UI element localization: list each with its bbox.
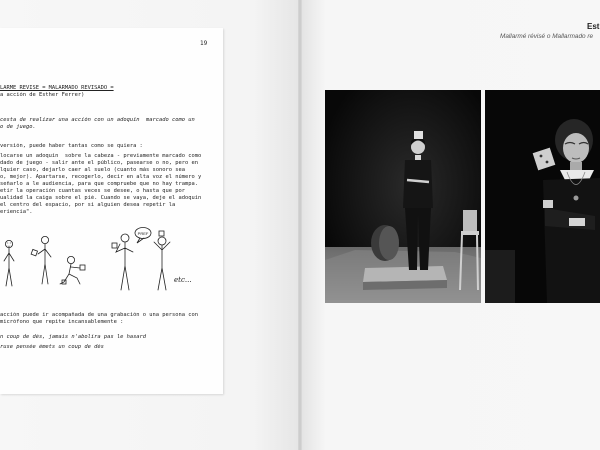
typescript-page-number: 19 (200, 40, 208, 47)
photo-performer-standing (325, 90, 481, 303)
typescript-line: o, mejor). Apartarse, recogerlo, decir en alta voz el número y (0, 174, 202, 180)
photo-performer-closeup (485, 90, 600, 303)
typescript-line: dado de juego - salir ante el público, pasearse o no, pero en (0, 160, 198, 166)
stick-figure-5 (154, 231, 170, 290)
typescript-line: ualidad la caiga sobre el pié. Cuando se vaya, deje el adoquín (0, 195, 202, 201)
typescript-line: acción puede ir acompañada de una grabación o una persona con (0, 312, 198, 318)
typescript-quote: ruse pensée émets un coup de dés (0, 344, 104, 350)
typescript-line: locarse un adoquín sobre la cabeza - previamente marcado como (0, 153, 202, 159)
left-page (0, 0, 298, 450)
right-page-header-subtitle: Mallarmé révisé o Mallarmado re (500, 33, 594, 40)
stick-figure-3 (60, 256, 85, 284)
typescript-title: LARMÉ RÉVISÉ = MALARMADO REVISADO = (0, 85, 114, 91)
stick-figure-2 (31, 236, 51, 284)
typescript-line: el centro del espacio, por si alguien desea repetir la (0, 202, 176, 208)
stick-figure-1 (4, 240, 14, 286)
typescript-line: etir la operación cuantas veces se desee, o hasta que por (0, 188, 185, 194)
stick-figure-4 (112, 234, 133, 290)
typescript-line: o de juego. (0, 124, 36, 130)
typescript-line: versión, puede haber tantas como se quiera : (0, 143, 143, 149)
typescript-line: eriencia". (0, 209, 33, 215)
typescript-line: lquier caso, dejarlo caer al suelo (cuanto más sonoro sea (0, 167, 185, 173)
handwritten-note: etc... (174, 276, 192, 284)
typescript-line: micrófono que repite incansablemente : (0, 319, 124, 325)
speech-bubble-text: PREF (137, 231, 149, 236)
right-page-header-title: Est (587, 22, 600, 31)
typescript-quote: n coup de dés, jamais n'abolira pas le hasard (0, 334, 147, 340)
typescript-sheet (0, 28, 223, 394)
typescript-subtitle: a acción de Esther Ferrer) (0, 92, 85, 98)
typescript-line: señarlo a le audiencia, para que compruebe que no hay trampa. (0, 181, 198, 187)
typescript-line: cesta de realizar una acción con un adoquín marcado como un (0, 117, 195, 123)
photo-performer-closeup-image (485, 90, 600, 303)
photo-performer-standing-image (325, 90, 481, 303)
stick-figure-drawing (0, 226, 223, 301)
